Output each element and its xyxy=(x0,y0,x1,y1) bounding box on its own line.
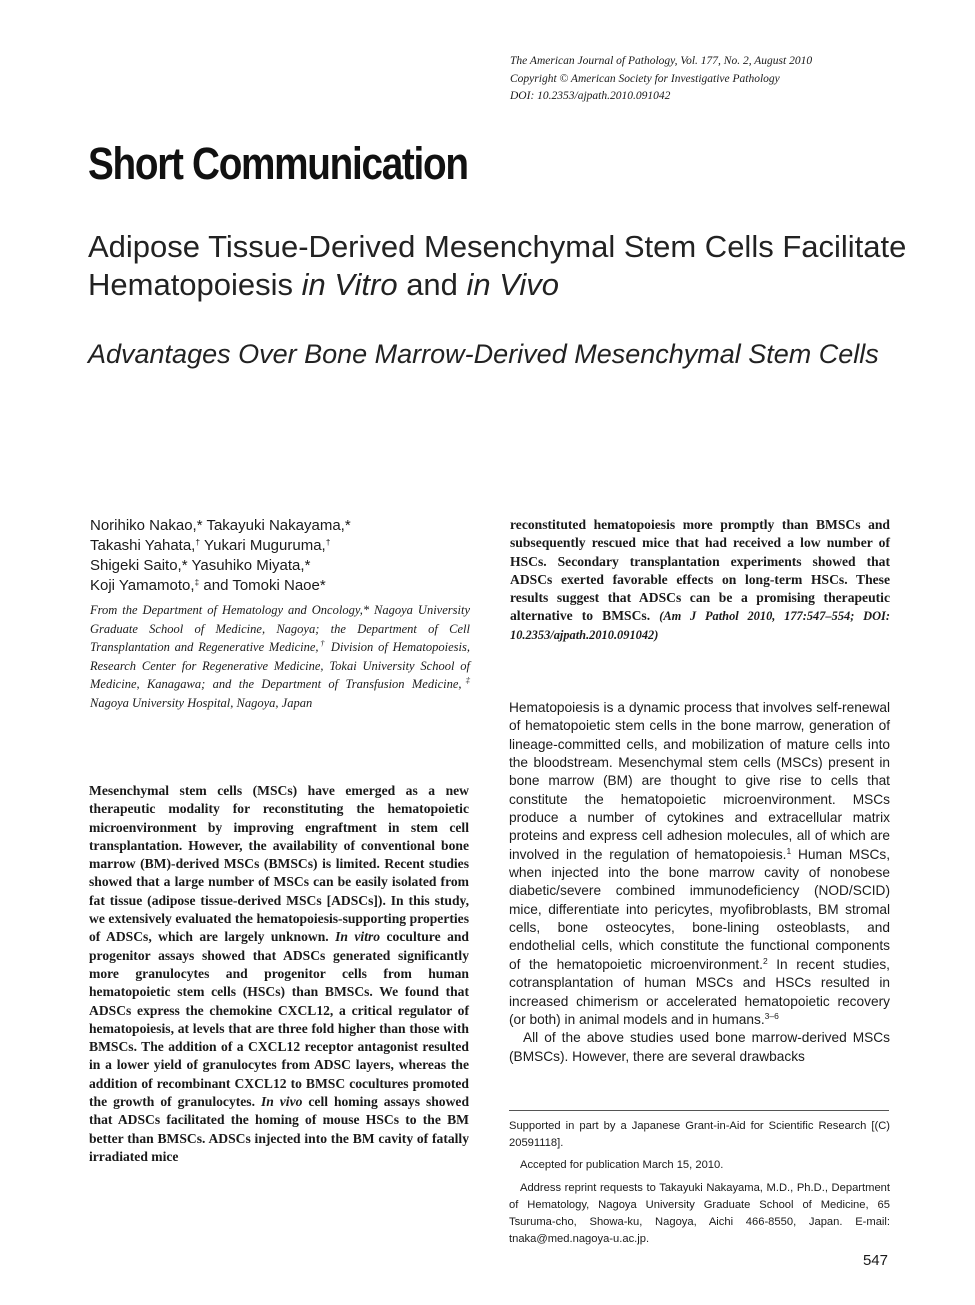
title-text-and: and xyxy=(397,267,467,302)
footnote-divider xyxy=(509,1110,889,1111)
acceptance-note: Accepted for publication March 15, 2010. xyxy=(520,1159,724,1172)
author-affiliation: From the Department of Hematology and Oncology,* Nagoya University Graduate School of Medicine, Nagoya; the Department of Cell Transplantation and Regenerative Medicine,† Division of Hematopoiesis, Research Center for Regenerative Medicine, Tokai University School of Medicine, Kanagawa; and the Department of Transfusion Medicine,‡ Nagoya University Hospital, Nagoya, Japan xyxy=(90,603,471,710)
title-italic-in-vivo: in Vivo xyxy=(466,267,560,302)
title-text: Adipose Tissue-Derived Mesenchymal Stem Cells Facilitate Hematopoiesis xyxy=(88,229,907,302)
author-line: Takashi Yahata,† Yukari Muguruma,† xyxy=(90,537,331,554)
article-subtitle: Advantages Over Bone Marrow-Derived Mesenchymal Stem Cells xyxy=(88,339,879,369)
reprint-address-note: Address reprint requests to Takayuki Nakayama, M.D., Ph.D., Department of Hematology, Nagoya University Graduate School of Medicine, 65 Tsuruma-cho, Showa-ku, Nagoya, Aichi 466-8550, Japan. E-mail: tnaka@med.nagoya-u.ac.jp. xyxy=(509,1181,890,1246)
body-paragraph: All of the above studies used bone marrow-derived MSCs (BMSCs). However, there are several drawbacks xyxy=(509,1030,890,1064)
author-line: Norihiko Nakao,* Takayuki Nakayama,* xyxy=(90,517,351,534)
author-list xyxy=(90,516,490,596)
article-title xyxy=(88,228,908,304)
author-line: Shigeki Saito,* Yasuhiko Miyata,* xyxy=(90,557,311,574)
reference-marker: 2 xyxy=(762,955,768,966)
reference-marker: 3–6 xyxy=(764,1010,779,1021)
body-text xyxy=(509,699,890,1066)
copyright-line: Copyright © American Society for Investigative Pathology xyxy=(510,72,780,85)
doi-line: DOI: 10.2353/ajpath.2010.091042 xyxy=(510,90,671,102)
footnotes xyxy=(509,1118,890,1253)
reference-marker: 1 xyxy=(786,845,792,856)
section-label: Short Communication xyxy=(88,138,468,189)
abstract-column-left: Mesenchymal stem cells (MSCs) have emerged as a new therapeutic modality for reconstituting the hematopoietic microenvironment by improving engraftment in stem cell transplantation. However, the availability of conventional bone marrow (BM)-derived MSCs (BMSCs) is limited. Recent studies showed that a large number of MSCs can be easily isolated from fat tissue (adipose tissue-derived MSCs [ADSCs]). In this study, we extensively evaluated the hematopoiesis-supporting properties of ADSCs, which are largely unknown. In vitro coculture and progenitor assays showed that ADSCs generated significantly more granulocytes and progenitor cells from human hematopoietic stem cells (HSCs) than BMSCs. We found that ADSCs express the chemokine CXCL12, a critical regulator of hematopoiesis, at levels that are three fold higher than those with BMSCs. The addition of a CXCL12 receptor antagonist resulted in a lower yield of granulocytes from ADSC layers, whereas the addition of recombinant CXCL12 to BMSC cocultures promoted the growth of granulocytes. In vivo cell homing assays showed that ADSCs facilitated the homing of mouse HSCs to the BM better than BMSCs. ADSCs injected into the BM cavity of fatally irradiated mice xyxy=(89,783,469,1164)
journal-header xyxy=(510,53,930,106)
journal-citation-line: The American Journal of Pathology, Vol. 177, No. 2, August 2010 xyxy=(510,55,813,67)
body-paragraph: Hematopoiesis is a dynamic process that involves self-renewal of hematopoietic stem cells in the bone marrow, generation of lineage-committed cells, and mobilization of mature cells into the bloodstream. Mesenchymal stem cells (MSCs) present in bone marrow (BM) are thought to give rise to cells that constitute the hematopoietic microenvironment. MSCs produce a number of cytokines and extracellular matrix proteins and express cell adhesion molecules, all of which are involved in the regulation of hematopoiesis.$^1$ Human MSCs, when injected into the bone marrow cavity of nonobese diabetic/severe combined immunodeficiency (NOD/SCID) mice, differentiate into pericytes, myofibroblasts, BM stromal cells, bone osteocytes, bone-lining osteoblasts, and endothelial cells, which constitute the functional components of the hematopoietic microenvironment.$^2$ In recent studies, cotransplantation of human MSCs and HSCs resulted in increased chimerism or accelerated hematopoietic recovery (or both) in animal models and in humans.$^{3-6}$ xyxy=(509,700,890,1027)
abstract-citation: (Am J Pathol 2010, 177:547–554; DOI: 10.2353/ajpath.2010.091042) xyxy=(510,609,890,642)
abstract-column-right: reconstituted hematopoiesis more promptly than BMSCs and subsequently rescued mice that had received a low number of HSCs. Secondary transplantation experiments showed that ADSCs exerted favorable effects on long-term HSCs. These results suggest that ADSCs can be a promising therapeutic alternative to BMSCs. (Am J Pathol 2010, 177:547–554; DOI: 10.2353/ajpath.2010.091042) xyxy=(510,517,890,642)
title-italic-in-vitro: in Vitro xyxy=(301,267,398,302)
author-line: Koji Yamamoto,‡ and Tomoki Naoe* xyxy=(90,577,326,594)
page-number: 547 xyxy=(862,1252,888,1269)
funding-note: Supported in part by a Japanese Grant-in-Aid for Scientific Research [(C) 20591118]. xyxy=(509,1120,890,1150)
